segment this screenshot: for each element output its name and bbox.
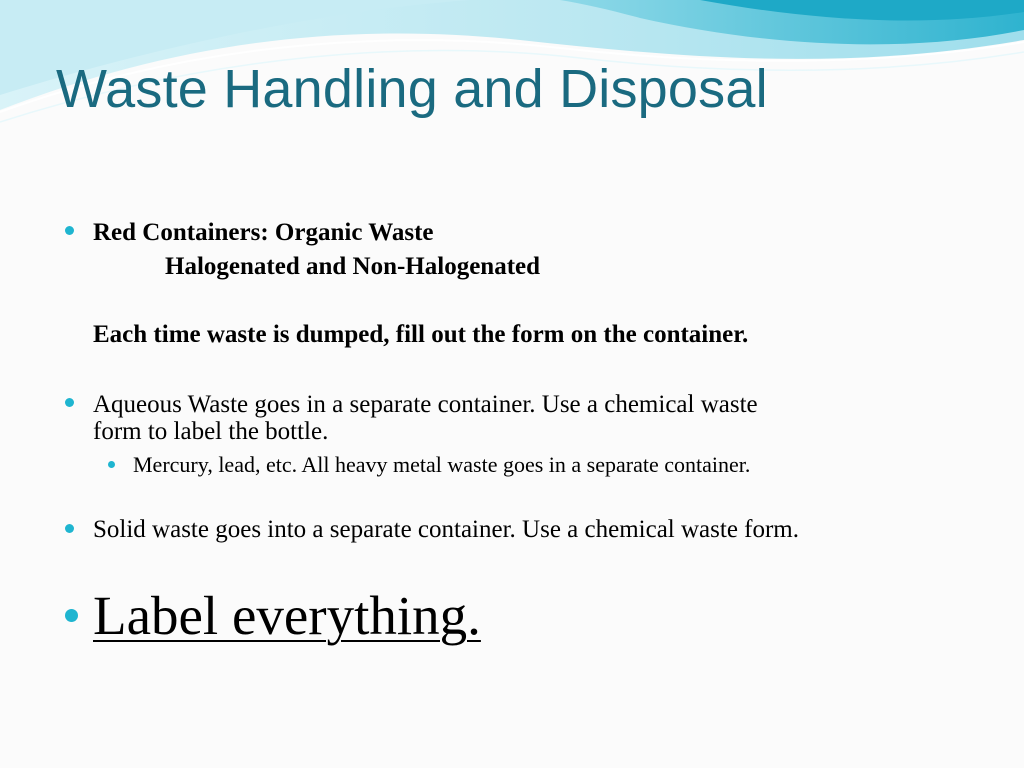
bullet-dot-icon: [65, 226, 74, 235]
bullet-red-containers-line2: Halogenated and Non-Halogenated: [165, 253, 541, 280]
bullet-red-containers-line3: Each time waste is dumped, fill out the form on the container.: [93, 321, 749, 348]
bullet-aqueous-line1: Aqueous Waste goes in a separate container. Use a chemical waste: [93, 391, 758, 418]
sub-bullet-heavy-metal: Mercury, lead, etc. All heavy metal waste goes in a separate container.: [133, 452, 751, 477]
bullet-label-everything: Label everything.: [93, 585, 481, 646]
bullet-dot-icon: [65, 398, 74, 407]
bullet-aqueous-line2: form to label the bottle.: [93, 418, 329, 445]
bullet-dot-icon: [65, 524, 74, 533]
page-title: Waste Handling and Disposal: [56, 59, 768, 119]
bullet-solid-waste: Solid waste goes into a separate container. Use a chemical waste form.: [93, 516, 800, 543]
sub-bullet-dot-icon: [108, 461, 115, 468]
bullet-red-containers-line1: Red Containers: Organic Waste: [93, 219, 434, 246]
bullet-dot-icon: [65, 609, 78, 622]
